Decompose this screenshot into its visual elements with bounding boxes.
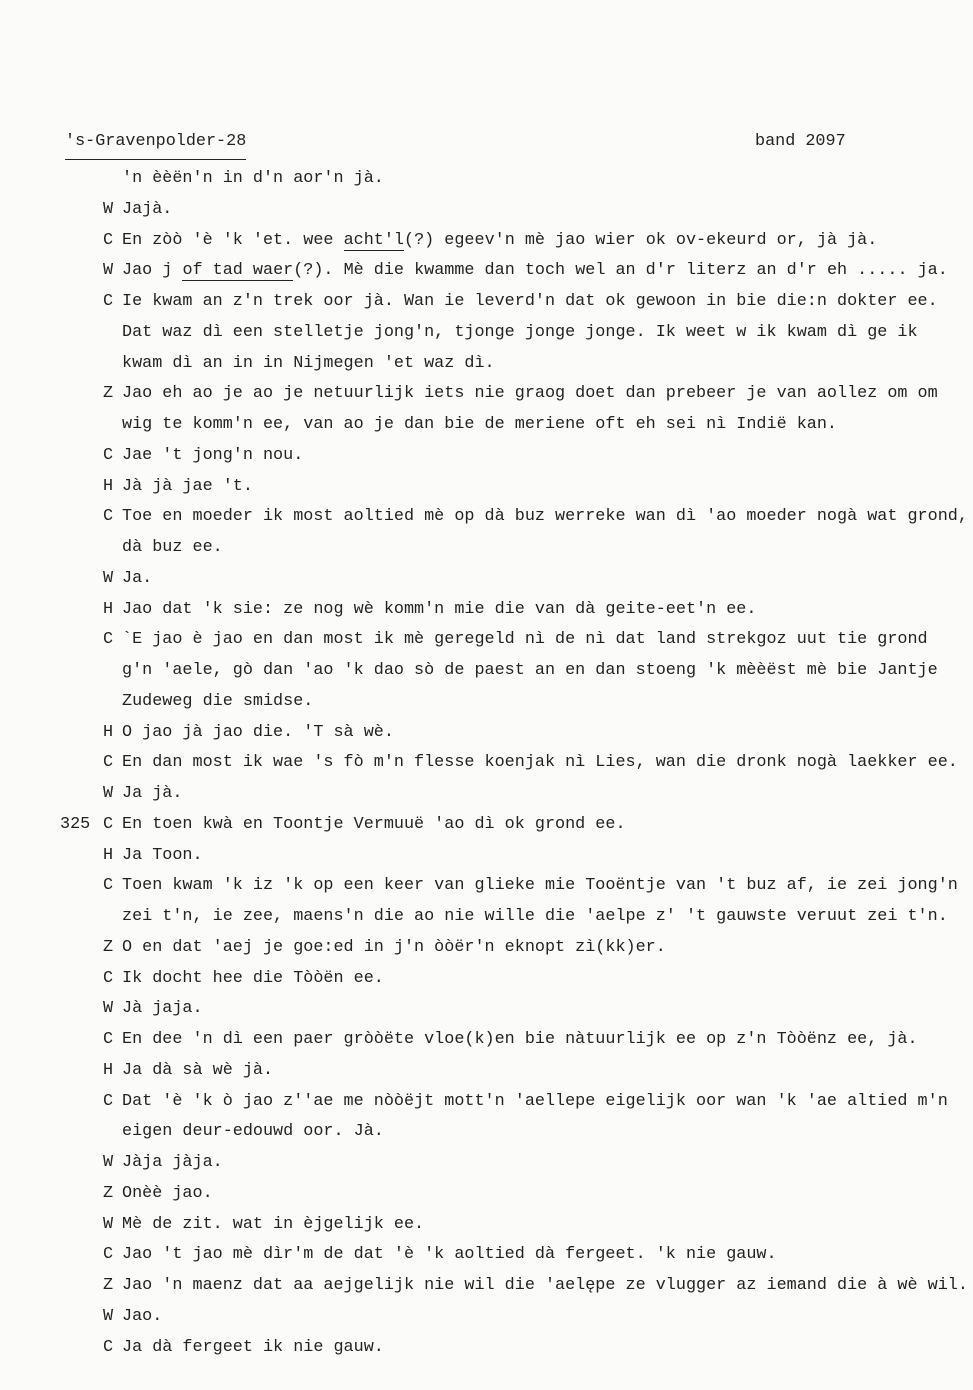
turn-line: Jao 'n maenz dat aa aejgelijk nie wil die 'aelępe ze vlugger az iemand die à wè wil. — [122, 1276, 968, 1295]
turn-text — [122, 1240, 969, 1271]
transcript-turn — [60, 502, 969, 564]
band-number-label: band 2097 — [755, 132, 846, 151]
turn-text — [122, 195, 969, 226]
transcript-turn — [60, 625, 969, 717]
transcript-turn — [60, 964, 969, 995]
transcript — [60, 164, 969, 1363]
transcript-turn — [60, 1179, 969, 1210]
turn-line: En toen kwà en Toontje Vermuuë 'ao dì ok grond ee. — [122, 814, 626, 834]
speaker-label: C — [103, 230, 114, 250]
phrase: (?) egeev'n mè jao wier ok ov-ekeurd or, jà jà. — [404, 230, 878, 250]
turn-text — [122, 841, 969, 872]
speaker-label: C — [103, 1245, 114, 1265]
turn-text — [122, 994, 969, 1025]
turn-text — [122, 1271, 969, 1302]
turn-text — [122, 1148, 969, 1179]
turn-line: Toen kwam 'k iz 'k op een keer van glieke mie Tooëntje van 't buz af, ie zei jong'n — [122, 876, 958, 896]
turn-line — [122, 226, 969, 257]
turn-line: g'n 'aele, gò dan 'ao 'k dao sò de paest an en dan stoeng 'k mèèëst mè bie Jantje — [122, 661, 938, 680]
speaker-label: W — [103, 261, 114, 281]
transcript-turn — [60, 718, 969, 749]
turn-line: Ja. — [122, 568, 153, 588]
transcript-turn — [60, 226, 969, 257]
transcript-turn — [60, 994, 969, 1025]
turn-line: O jao jà jao die. 'T sà wè. — [122, 722, 394, 742]
speaker-label: W — [103, 1153, 114, 1172]
turn-text — [122, 1056, 969, 1087]
turn-line: dà buz ee. — [122, 538, 223, 557]
turn-line: Ja jà. — [122, 784, 183, 803]
page-header — [60, 127, 969, 157]
speaker-label: C — [103, 1337, 114, 1357]
turn-line: 'n èèën'n in d'n aor'n jà. — [122, 169, 384, 188]
speaker-label: H — [103, 476, 114, 496]
phrase: Jao j — [122, 261, 183, 281]
line-number: 325 — [60, 814, 91, 834]
transcript-turn — [60, 779, 969, 810]
turn-line: `E jao è jao en dan most ik mè geregeld nì de nì dat land strekgoz uut tie grond — [122, 630, 928, 650]
transcript-turn — [60, 256, 969, 287]
transcript-turn — [60, 564, 969, 595]
turn-text — [122, 595, 969, 626]
phrase: En zòò 'è 'k 'et. wee — [122, 230, 344, 250]
speaker-label: C — [103, 507, 114, 527]
turn-line: Mè de zit. wat in èjgelijk ee. — [122, 1214, 425, 1234]
turn-line: wig te komm'n ee, van ao je dan bie de meriene oft eh sei nì Indië kan. — [122, 415, 837, 434]
speaker-label: C — [103, 1091, 114, 1111]
speaker-label: W — [103, 199, 114, 219]
turn-text — [122, 1179, 969, 1210]
turn-line: En dee 'n dì een paer gròòëte vloe(k)en bie nàtuurlijk ee op z'n Tòòënz ee, jà. — [122, 1030, 918, 1049]
transcript-turn — [60, 441, 969, 472]
turn-line: Toe en moeder ik most aoltied mè op dà buz werreke wan dì 'ao moeder nogà wat grond, — [122, 507, 968, 527]
turn-line: Jao. — [122, 1306, 163, 1326]
turn-text — [122, 625, 969, 717]
speaker-label: W — [103, 1214, 114, 1234]
speaker-label: H — [103, 599, 114, 619]
transcript-turn — [60, 287, 969, 379]
speaker-label: W — [103, 568, 114, 588]
transcript-turn — [60, 1333, 969, 1364]
turn-line: Jà jaja. — [122, 999, 203, 1019]
turn-line: Zudeweg die smidse. — [122, 691, 314, 711]
turn-line: Jajà. — [122, 199, 173, 219]
transcript-turn — [60, 1240, 969, 1271]
transcript-turn — [60, 164, 969, 195]
turn-text — [122, 502, 969, 564]
turn-line: Onèè jao. — [122, 1183, 213, 1203]
speaker-label: C — [103, 630, 114, 650]
turn-text — [122, 1210, 969, 1241]
turn-line — [122, 256, 969, 287]
transcript-turn — [60, 810, 969, 841]
transcript-turn — [60, 1025, 969, 1056]
turn-text — [122, 1302, 969, 1333]
speaker-label: C — [103, 292, 114, 311]
transcript-turn — [60, 1056, 969, 1087]
speaker-label: H — [103, 722, 114, 742]
speaker-label: C — [103, 814, 114, 834]
speaker-label: W — [103, 1306, 114, 1326]
transcript-turn — [60, 1148, 969, 1179]
turn-text — [122, 441, 969, 472]
speaker-label: C — [103, 445, 114, 465]
speaker-label: Z — [103, 1183, 114, 1203]
turn-text — [122, 871, 969, 933]
speaker-label: Z — [103, 1276, 114, 1295]
turn-line: Ik docht hee die Tòòën ee. — [122, 968, 384, 988]
speaker-label: W — [103, 999, 114, 1019]
turn-line: Jàja jàja. — [122, 1153, 223, 1172]
turn-text — [122, 964, 969, 995]
turn-line: En dan most ik wae 's fò m'n flesse koenjak nì Lies, wan die dronk nogà laekker ee. — [122, 753, 958, 773]
turn-text — [122, 564, 969, 595]
speaker-label: C — [103, 968, 114, 988]
turn-line: Dat waz dì een stelletje jong'n, tjonge jonge jonge. Ik weet w ik kwam dì ge ik — [122, 322, 918, 342]
transcript-turn — [60, 595, 969, 626]
turn-text — [122, 226, 969, 257]
transcript-turn — [60, 1302, 969, 1333]
turn-text — [122, 287, 969, 379]
turn-line: Ja dà sà wè jà. — [122, 1060, 274, 1080]
transcript-turn — [60, 1087, 969, 1149]
transcript-turn — [60, 933, 969, 964]
underlined-phrase: acht'l — [343, 230, 404, 250]
document-title: 's-Gravenpolder-28 — [65, 127, 246, 160]
turn-text — [122, 1333, 969, 1364]
speaker-label: H — [103, 1060, 114, 1080]
turn-text — [122, 164, 969, 195]
turn-text — [122, 472, 969, 503]
turn-text — [122, 1087, 969, 1149]
transcript-turn — [60, 871, 969, 933]
transcript-turn — [60, 379, 969, 441]
turn-line: O en dat 'aej je goe:ed in j'n òòër'n eknopt zì(kk)er. — [122, 937, 666, 957]
transcript-turn — [60, 1210, 969, 1241]
speaker-label: C — [103, 876, 114, 896]
turn-line: kwam dì an in in Nijmegen 'et waz dì. — [122, 353, 495, 373]
speaker-label: C — [103, 1030, 114, 1049]
turn-line: Ja dà fergeet ik nie gauw. — [122, 1337, 384, 1357]
turn-line: Jao eh ao je ao je netuurlijk iets nie graog doet dan prebeer je van aollez om om — [122, 384, 938, 404]
transcript-turn — [60, 1271, 969, 1302]
turn-line: Jae 't jong'n nou. — [122, 445, 304, 465]
turn-line: eigen deur-edouwd oor. Jà. — [122, 1122, 384, 1142]
turn-text — [122, 718, 969, 749]
turn-text — [122, 1025, 969, 1056]
turn-text — [122, 748, 969, 779]
phrase: (?). Mè die kwamme dan toch wel an d'r literz an d'r eh ..... ja. — [293, 261, 948, 281]
turn-text — [122, 933, 969, 964]
turn-line: Dat 'è 'k ò jao z''ae me nòòëjt mott'n 'aellepe eigelijk oor wan 'k 'ae altied m'n — [122, 1091, 948, 1111]
turn-line: Jao 't jao mè dìr'm de dat 'è 'k aoltied dà fergeet. 'k nie gauw. — [122, 1245, 777, 1265]
turn-text — [122, 779, 969, 810]
turn-line: Ja Toon. — [122, 845, 203, 865]
turn-line: Jao dat 'k sie: ze nog wè komm'n mie die van dà geite-eet'n ee. — [122, 599, 757, 619]
speaker-label: C — [103, 753, 114, 773]
turn-line: zei t'n, ie zee, maens'n die ao nie wille die 'aelpe z' 't gauwste veruut zei t'n. — [122, 907, 948, 926]
speaker-label: W — [103, 784, 114, 803]
underlined-phrase: of tad waer — [182, 261, 294, 281]
turn-line: Ie kwam an z'n trek oor jà. Wan ie leverd'n dat ok gewoon in bie die:n dokter ee. — [122, 292, 938, 311]
transcript-turn — [60, 748, 969, 779]
turn-text — [122, 379, 969, 441]
speaker-label: H — [103, 845, 114, 865]
transcript-turn — [60, 472, 969, 503]
transcript-turn — [60, 195, 969, 226]
turn-line: Jà jà jae 't. — [122, 476, 253, 496]
speaker-label: Z — [103, 384, 114, 404]
speaker-label: Z — [103, 937, 114, 957]
turn-text — [122, 810, 969, 841]
transcript-turn — [60, 841, 969, 872]
turn-text — [122, 256, 969, 287]
